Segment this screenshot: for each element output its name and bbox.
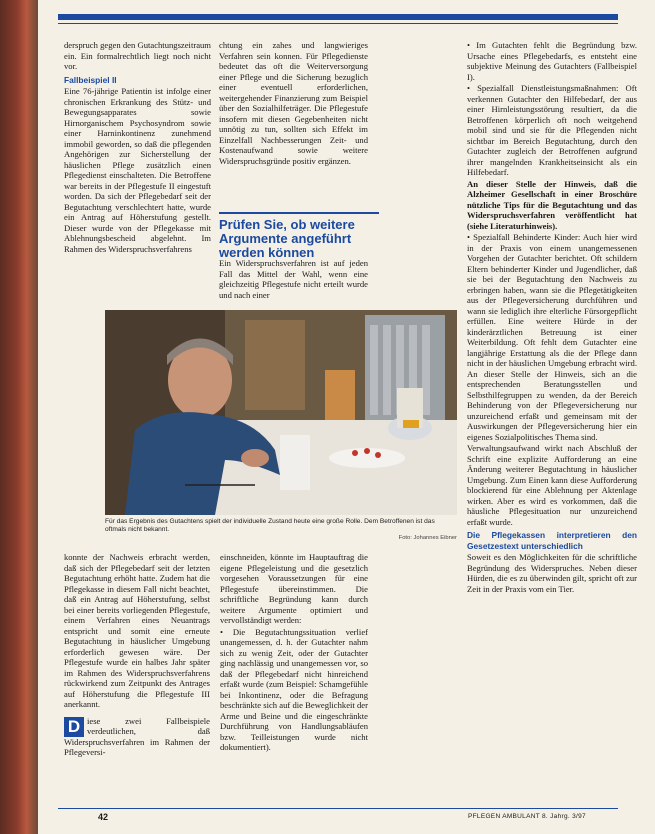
column-3 [467,40,637,595]
col2-paragraph: einschneiden, könnte im Hauptauftrag die eigene Pflegeleistung und die gesetzlich vorgesehen Voraussetzungen für eine Pflegestufe übereinstimmen. Die schriftliche Begründung kann durch weitere Argumente optimiert und vervollständigt werden: [220,552,368,625]
col2-paragraph: • Die Begutachtungssituation verlief unangemessen, d. h. der Gutachter nahm sich zu wenig Zeit, oder der Gutachter ging nachlässig und unangemessen vor, so daß der Pflegebedarf nicht hinreichend erfaßt wurde (zum Beispiel: Schamgefühle bei Inkontinenz, oder die Befragung beschränkte sich auf die Beweglichkeit der Arme und Beine und die eingeschränkte Durchführung von Handlungsabläufen bzw. Teilleistungen wurde nicht dokumentiert). [220,626,368,752]
column-1-bottom [64,552,210,759]
photo-credit: Foto: Johannes Eibner [398,535,457,541]
col3-paragraph: • Spezialfall Dienstleistungsmaßnahmen: Oft verkennen Gutachter den Hilfebedarf, der aus einer Hirnleistungsstörung resultiert, da die Betroffenen körperlich oft noch weitgehend mobil sind und sie für die Pflegenden nicht sichtbar im Bereich Begutachtung, durch den Gutachter zugleich der Betroffenen aufgrund ihrer mangelnden Krankheitseinsicht als ein Hilfebedarf. [467,83,637,177]
column-2-bottom [220,552,368,754]
page-number: 42 [98,812,109,822]
header-rule-thick [58,14,618,20]
column-1-top [64,40,211,255]
caption-text: Für das Ergebnis des Gutachtens spielt der individuelle Zustand heute eine große Rolle. Dem Betroffenen ist das oftmals nicht bekannt. [105,518,435,533]
dropcap-paragraph-text: iese zwei Fallbeispiele verdeutlichen, daß Widerspruchsverfahren im Rahmen der Pflegeversi- [64,715,210,757]
footer-rule [58,808,618,809]
col3-bold-note: An dieser Stelle der Hinweis, daß die Alzheimer Gesellschaft in einer Broschüre nützliche Tips für die Begutachtung und das Widerspruchsverfahren veröffentlicht hat (siehe Literaturhinweis). [467,178,637,231]
dropcap-letter: D [64,717,84,737]
col3-paragraph: Verwaltungsaufwand wirkt nach Abschluß der Schrift eine explizite Aufforderung an eine Änderung weiterer Begutachtung in häuslicher Umgebung. Zum Einen kann diese Aufforderung blockierend für eine Ablehnung per Aktenlage wirken. Aber es wird es vorkommen, daß die häusliche Pflegesituation nur unzureichend erfaßt wurde. [467,443,637,527]
column-2-top [219,40,368,167]
col1-paragraph: derspruch gegen den Gutachtungszeitraum ein. Ein formalrechtlich liegt noch nicht vor. [64,40,211,71]
col1-dropcap-paragraph [64,716,210,758]
photo-elderly-man [105,310,457,515]
col1-paragraph: konnte der Nachweis erbracht werden, daß sich der Pflegebedarf seit der letzten Begutachtung erhöht hatte. Zudem hat die Pflegekasse in diesem Fall nicht beachtet, daß ein Antrag auf Höherstufung, selbst bei einer bereits vorliegenden Pflegestufe, einem Verfahren eines Neuantrags entspricht und somit eine erneute Begutachtung in häuslicher Umgebung erforderlich gewesen wäre. Der Pflegestufe wurde ein halbes Jahr später im Rahmen des Widerspruchsverfahrens rückwirkend zum Zeitpunkt des Antrages auf Höherstufung die Pflegestufe III anerkannt. [64,552,210,709]
col1-subheading: Fallbeispiel II [64,74,117,85]
photo-caption [105,518,457,542]
col1-paragraph: Eine 76-jährige Patientin ist infolge einer chronischen Erkrankung des Stütz- und Bewegungsapparates sowie Hirnorganischem Psychosyndrom sowie einer Harninkontinenz zunehmend immobil geworden, so daß die pflegenden Angehörigen zur Sicherstellung der häuslichen Pflege zusätzlich einen Pflegedienst einschalteten. Die Betroffene war bereits in der Pflegestufe II eingestuft worden. Da sich der Pflegebedarf seit der Begutachtung verschlechtert hatte, wurde ein Antrag auf Höherstufung gestellt. Dieser wurde von der Pflegekasse mit Ablehnungsbescheid abgelehnt. Im Rahmen des Widerspruchsverfahrens [64,86,211,254]
col2-paragraph: chtung ein zahes und langwieriges Verfahren sein konnen. Für Pflegedienste bedeutet das oft die Weiterversorgung einer Pflege und die Sicherung bezuglich einer eventuell erforderlichen, weitergehender Finanzierung zum Beispiel über den Sozialhilfeträger. Die Pflegestufe insofern mit diesen Gegebenheiten nicht unnötig zu tun, sollten sich Effekt im Einzelfall Nachbesserungen Zeit- und Kostenaufwand sowie weitere Widerspruchsgründe positiv ergänzen. [219,40,368,166]
col3-subheading: Die Pflegekassen interpretieren den Gesetzestext unterschiedlich [467,530,637,551]
col2-paragraph: Ein Widerspruchsverfahren ist auf jeden Fall das Mittel der Wahl, wenn eine gleichzeitig Pflegestufe nicht erteilt wurde und nach einer [219,258,368,300]
section-headline: Prüfen Sie, ob weitere Argumente angeführt werden können [219,212,379,260]
photo-illustration [105,310,457,515]
header-rule-thin [58,23,618,24]
col3-paragraph: • Im Gutachten fehlt die Begründung bzw. Ursache eines Pflegebedarfs, es entsteht eine subjektive Meinung des Gutachters (Fallbeispiel I). [467,40,637,82]
column-2-after-headline [219,258,368,301]
footer-magazine-name: PFLEGEN AMBULANT 8. Jahrg. 3/97 [468,813,586,820]
col3-paragraph: Soweit es den Möglichkeiten für die schriftliche Begründung des Widerspruches. Neben dieser Hürden, die es zu überwinden gilt, spricht oft zur Zeit in der Praxis vom ein Tier. [467,552,637,594]
magazine-spine [0,0,38,834]
col3-paragraph: • Spezialfall Behinderte Kinder: Auch hier wird in der Praxis von einem unangemessenen Vorgehen der Gutachter berichtet. Oft schildern Eltern behinderter Kinder und Jugendlicher, daß sie bei der Begutachtung den Nachweis zu erbringen haben, wann sie die Pflegetätigkeiten aus der Pflegeversicherung durchführen und wann sie lediglich ihre elterliche Fürsorgepflicht erfüllen. Eine weitere Hürde in der kinderärztlichen Betreuung ist einer Weiterbildung. Oft fehlt dem Gutachter eine langjährige Erstattung als die der Pflege dann nicht in der häuslichen Umgebung erbracht wird. An dieser Stelle der Hinweis, sich an die entsprechenden Beratungsstellen und Selbsthilfegruppen zu wenden, da der Bereich Behinderung von der Pflegeversicherung nur unzureichend erfaßt und gemeinsam mit der Auswirkungen der Pflegeversicherung hier ein eigenes Sozialpolitisches Thema sind. [467,232,637,442]
